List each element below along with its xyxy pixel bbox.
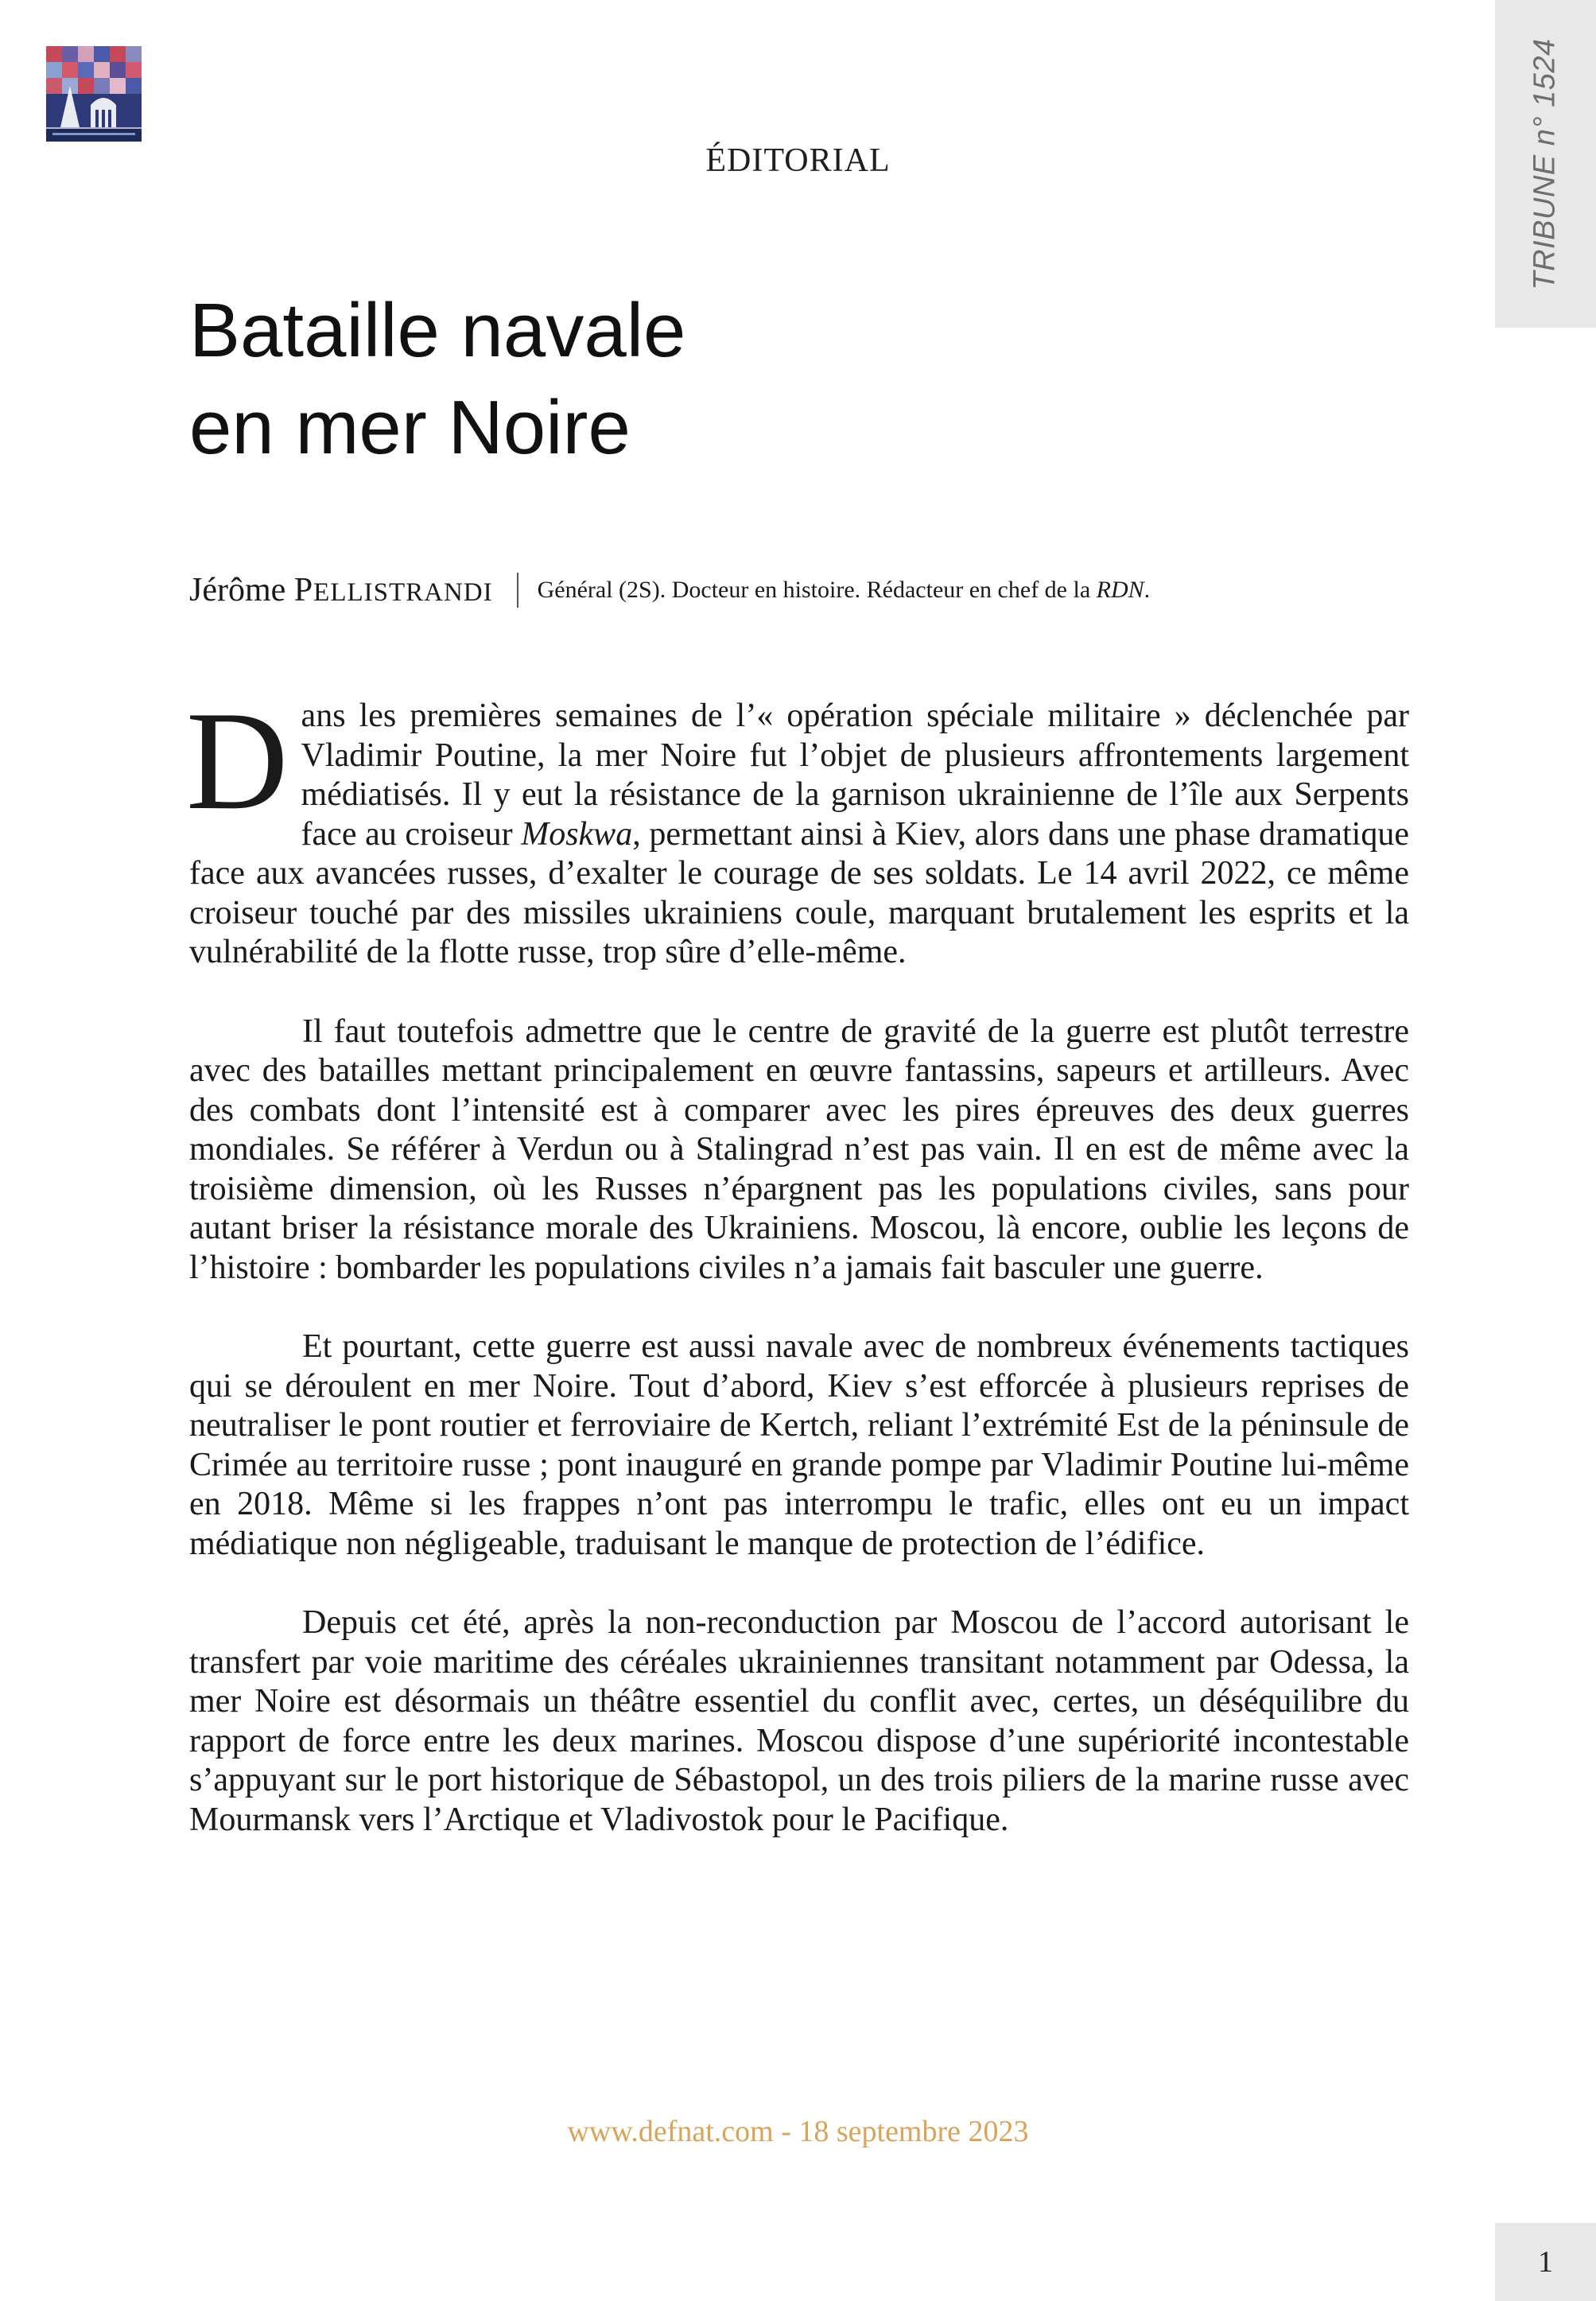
- drop-cap: D: [186, 682, 289, 839]
- section-kicker: ÉDITORIAL: [705, 142, 891, 179]
- byline: [189, 566, 1150, 614]
- title-line-1: Bataille navale: [189, 288, 686, 373]
- paragraph-3: Et pourtant, cette guerre est aussi navale avec de nombreux événements tactiques qui se déroulent en mer Noire. Tout d’abord, Kiev s’est efforcée à plusieurs reprises de neutraliser le pont routier et ferroviaire de Kertch, reliant l’extrémité Est de la péninsule de Crimée au territoire russe ; pont inauguré en grande pompe par Vladimir Poutine lui-même en 2018. Même si les frappes n’ont pas interrompu le trafic, elles ont eu un impact médiatique non négligeable, traduisant le manque de protection de l’édifice.: [189, 1328, 1409, 1562]
- author-first-name: Jérôme: [189, 572, 286, 608]
- paragraph-2: Il faut toutefois admettre que le centre de gravité de la guerre est plutôt terrestre avec des batailles mettant principalement en œuvre fantassins, sapeurs et artilleurs. Avec des combats dont l’intensité est à comparer avec les pires épreuves des deux guerres mondiales. Se référer à Verdun ou à Stalingrad n’est pas vain. Il en est de même avec la troisième dimension, où les Russes n’épargnent pas les populations civiles, sans pour autant briser la résistance morale des Ukrainiens. Moscou, là encore, oublie les leçons de l’histoire : bombarder les populations civiles n’a jamais fait basculer une guerre.: [189, 1013, 1409, 1286]
- publication-logo-icon: [46, 46, 142, 142]
- author-description: Général (2S). Docteur en histoire. Rédacteur en chef de la RDN.: [537, 577, 1151, 603]
- author-name: [189, 571, 493, 609]
- paragraph-1: Dans les premières semaines de l’« opération spéciale militaire » déclenchée par Vladimir Poutine, la mer Noire fut l’objet de plusieurs affrontements largement médiatisés. Il y eut la résistance de la garnison ukrainienne de l’île aux Serpents face au croiseur Moskwa, permettant ainsi à Kiev, alors dans une phase dramatique face aux avancées russes, d’exalter le courage de ses soldats. Le 14 avril 2022, ce même croiseur touché par des missiles ukrainiens coule, marquant brutalement les esprits et la vulnérabilité de la flotte russe, trop sûre d’elle-même.: [186, 682, 1409, 970]
- article-title: [189, 282, 1303, 476]
- byline-separator: [517, 573, 518, 608]
- page-number-box: [1495, 2223, 1596, 2301]
- article-body: [186, 682, 1409, 1879]
- paragraph-4: Depuis cet été, après la non-reconduction par Moscou de l’accord autorisant le transfert par voie maritime des céréales ukrainiennes transitant notamment par Odessa, la mer Noire est désormais un théâtre essentiel du conflit avec, certes, un déséquilibre du rapport de force entre les deux marines. Moscou dispose d’une supériorité incontestable s’appuyant sur le port historique de Sébastopol, un des trois piliers de la marine russe avec Mourmansk vers l’Arctique et Vladivostok pour le Pacifique.: [189, 1604, 1409, 1838]
- author-last-name: PELLISTRANDI: [293, 572, 493, 608]
- footer-url-date: www.defnat.com - 18 septembre 2023: [567, 2115, 1029, 2148]
- page-number: 1: [1538, 2245, 1553, 2279]
- title-line-2: en mer Noire: [189, 385, 631, 470]
- tribune-number: TRIBUNE n° 1524: [1528, 37, 1562, 290]
